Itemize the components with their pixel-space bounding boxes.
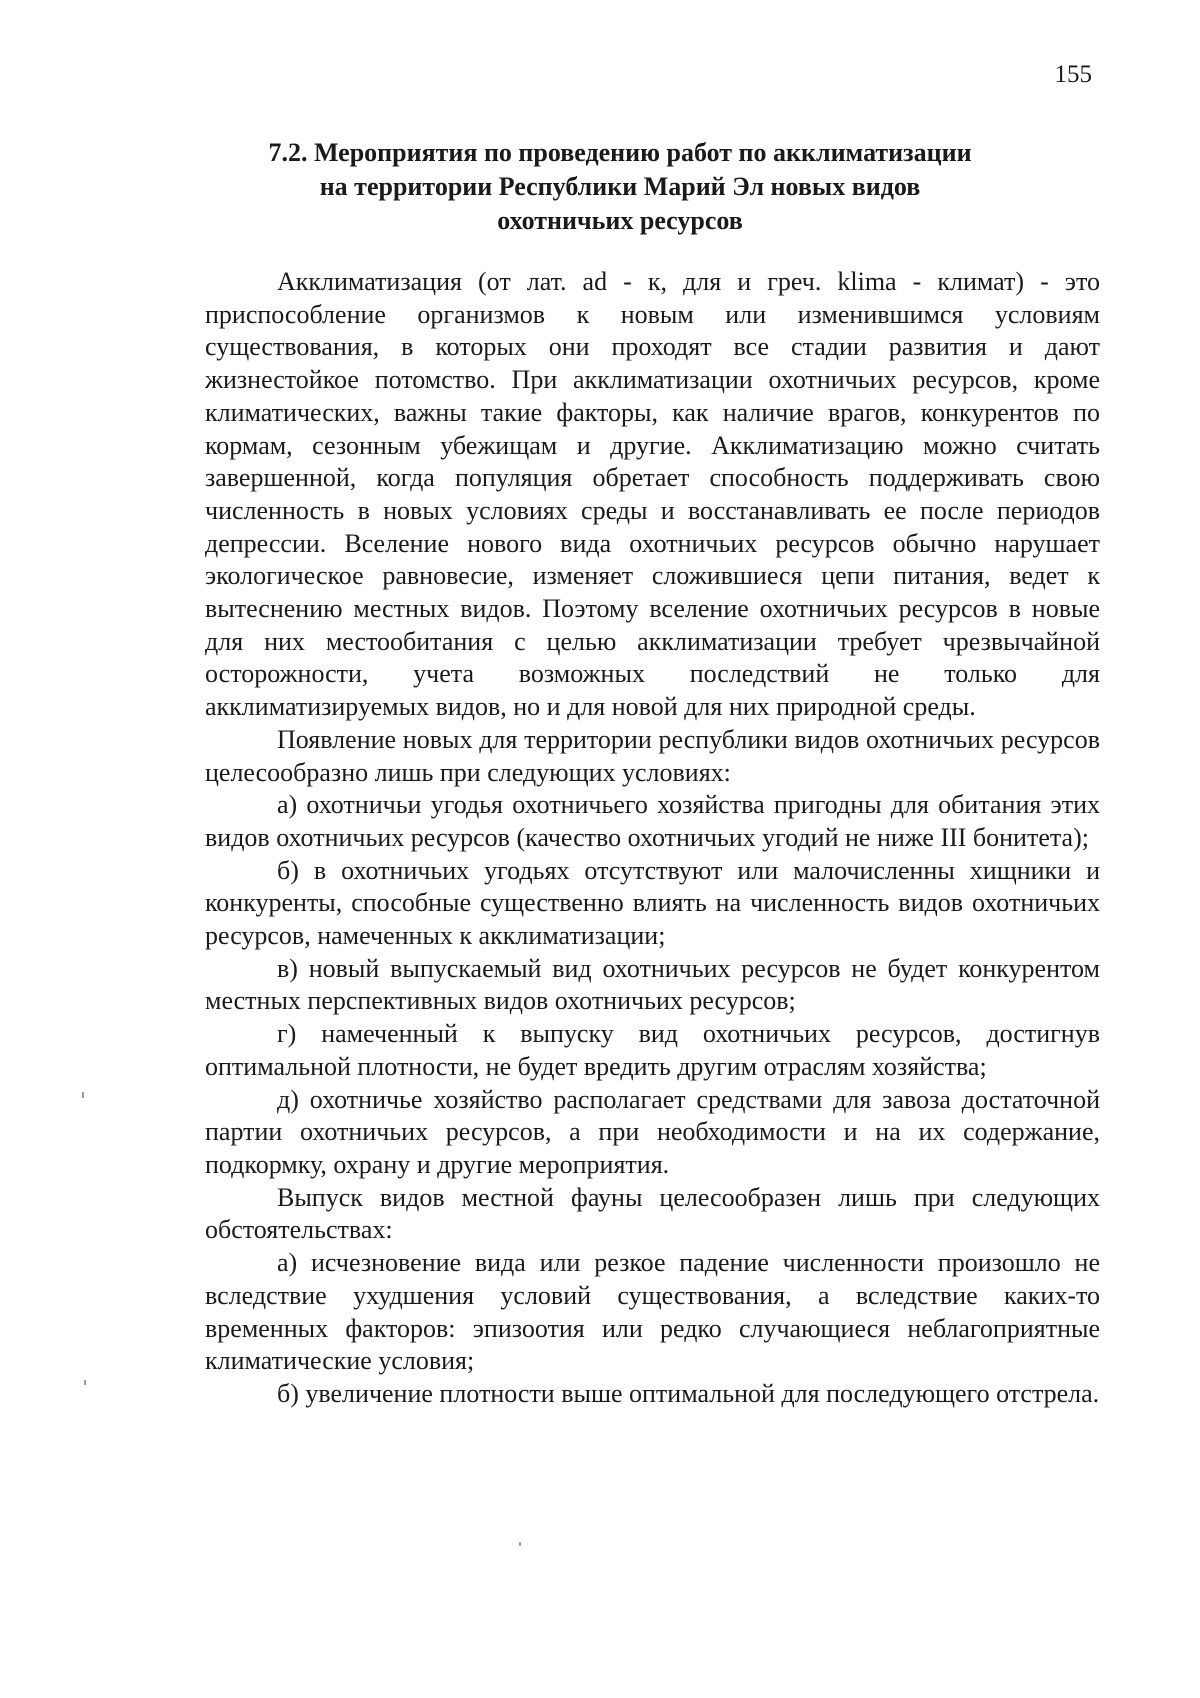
paragraph: г) намеченный к выпуску вид охотничьих ресурсов, достигнув оптимальной плотности, не будет вредить другим отраслям хозяйства; xyxy=(205,1019,1100,1081)
body-text xyxy=(205,266,1100,1411)
paragraph: а) охотничьи угодья охотничьего хозяйства пригодны для обитания этих видов охотничьих ресурсов (качество охотничьих угодий не ниже III бонитета); xyxy=(205,790,1100,852)
scan-artifact-mark xyxy=(519,1542,521,1546)
paragraph: б) в охотничьих угодьях отсутствуют или малочисленны хищники и конкуренты, способные существенно влиять на численность видов охотничьих ресурсов, намеченных к акклиматизации; xyxy=(205,855,1100,951)
scan-artifact-mark xyxy=(84,1380,86,1385)
paragraph: Появление новых для территории республики видов охотничьих ресурсов целесообразно лишь при следующих условиях: xyxy=(205,724,1100,787)
section-heading xyxy=(200,136,1040,238)
paragraph: а) исчезновение вида или резкое падение численности произошло не вследствие ухудшения условий существования, а вследствие каких-то временных факторов: эпизоотия или редко случающиеся неблагоприятные климатические условия; xyxy=(205,1248,1100,1376)
paragraph: Выпуск видов местной фауны целесообразен лишь при следующих обстоятельствах: xyxy=(205,1182,1100,1245)
section-heading-line: охотничьих ресурсов xyxy=(497,206,743,235)
paragraph: д) охотничье хозяйство располагает средствами для завоза достаточной партии охотничьих ресурсов, а при необходимости и на их содержание, подкормку, охрану и другие мероприятия. xyxy=(205,1084,1100,1179)
paragraph: в) новый выпускаемый вид охотничьих ресурсов не будет конкурентом местных перспективных видов охотничьих ресурсов; xyxy=(205,953,1100,1016)
paragraph: б) увеличение плотности выше оптимальной для последующего отстрела. xyxy=(277,1378,1100,1408)
scan-artifact-mark xyxy=(82,1092,84,1098)
paragraph: Акклиматизация (от лат. ad - к, для и греч. klima - климат) - это приспособление организмов к новым или изменившимся условиям существования, в которых они проходят все стадии развития и дают жизнестойкое потомство. При акклиматизации охотничьих ресурсов, кроме климатических, важны такие факторы, как наличие врагов, конкурентов по кормам, сезонным убежищам и другие. Акклиматизацию можно считать завершенной, когда популяция обретает способность поддерживать свою численность в новых условиях среды и восстанавливать ее после периодов депрессии. Вселение нового вида охотничьих ресурсов обычно нарушает экологическое равновесие, изменяет сложившиеся цепи питания, ведет к вытеснению местных видов. Поэтому вселение охотничьих ресурсов в новые для них местообитания с целью акклиматизации требует чрезвычайной осторожности, учета возможных последствий не только для акклиматизируемых видов, но и для новой для них природной среды. xyxy=(205,267,1100,722)
section-heading-line: 7.2. Мероприятия по проведению работ по акклиматизации xyxy=(268,138,972,167)
section-heading-line: на территории Республики Марий Эл новых видов xyxy=(319,172,921,201)
page-number: 155 xyxy=(1054,61,1092,88)
